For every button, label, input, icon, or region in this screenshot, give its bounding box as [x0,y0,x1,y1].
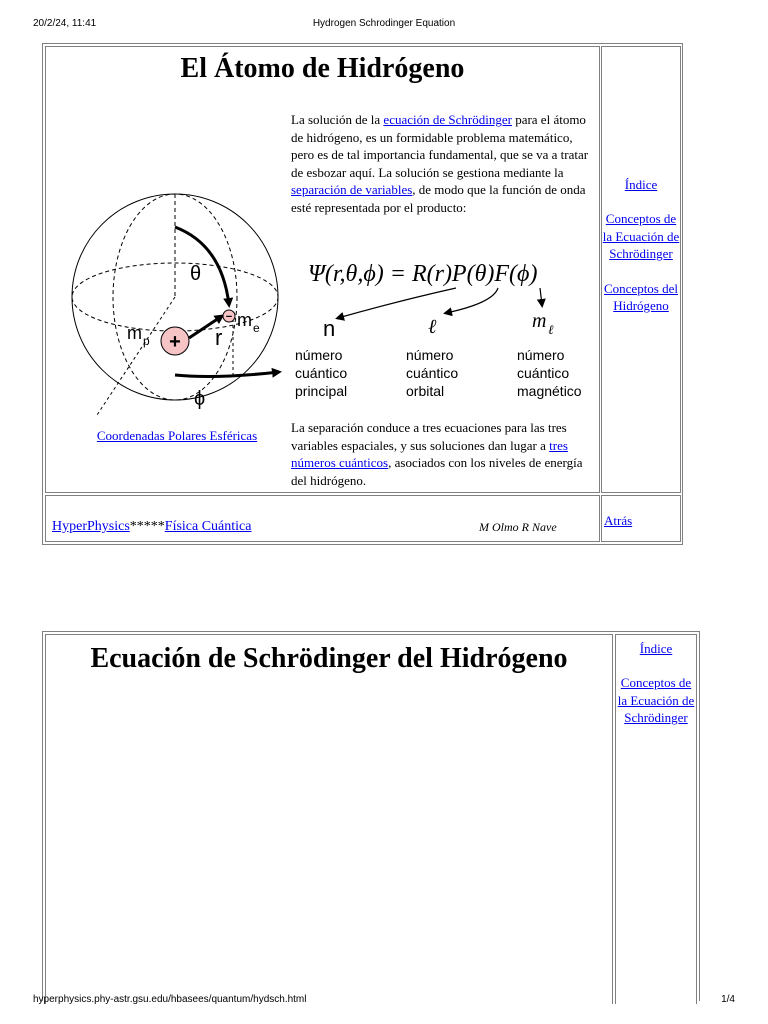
me-label: m [237,310,252,330]
print-url: hyperphysics.phy-astr.gsu.edu/hbasees/quantum/hydsch.html [33,994,307,1005]
section2-sidebar-cell [615,634,697,1004]
sphere-caption[interactable] [54,427,300,445]
footer-stars: ***** [129,519,165,534]
spherical-coordinates-diagram [57,135,297,425]
electron-sign: − [225,311,233,323]
proton-sign: + [169,331,181,353]
print-page-number: 1/4 [721,994,735,1005]
phi-arc-arrow [175,372,279,376]
label-n-line1: número [295,347,343,363]
label-ml-line1: número [517,347,565,363]
separation-text-2: , asociados con los niveles de energía del hidrógeno. [291,455,583,488]
quantum-numbers-link[interactable]: tres números cuánticos [291,437,568,471]
symbol-ml-subscript: ℓ [548,322,554,337]
label-n-line2: cuántico [295,365,348,381]
section1-sidebar-links [602,176,680,331]
sidebar-link-conceptos-ecuacion[interactable]: Conceptos de la Ecuación de Schrödinger [602,211,680,262]
theta-arc-arrow [175,227,229,305]
mp-label: m [127,323,142,343]
sphere-caption-link[interactable]: Coordenadas Polares Esféricas [96,428,258,443]
me-subscript: e [253,321,260,335]
section1-footer-cell [45,495,600,542]
arrow-to-n [338,288,456,318]
intro-text-2: para el átomo de hidrógeno, es un formidable problema matemático, pero es de tal importancia fundamental, que se va a tratar de esbozar aquí. La solución se gestiona mediante la [291,112,589,180]
label-ml-line2: cuántico [517,365,570,381]
section2-table [42,631,700,1001]
print-title: Hydrogen Schrodinger Equation [312,18,456,29]
hyperphysics-link[interactable]: HyperPhysics [52,519,130,534]
label-n-line3: principal [295,383,348,399]
intro-text-3: , de modo que la función de onda esté representada por el producto: [291,182,586,215]
print-footer [0,994,768,1008]
separation-of-variables-link[interactable]: separación de variables [291,182,413,198]
label-l-line1: número [406,347,454,363]
section2-main-cell [45,634,613,1004]
section1-main-cell [45,46,600,493]
back-link-wrap [604,512,632,530]
label-l-line2: cuántico [406,365,459,381]
fisica-cuantica-link[interactable]: Física Cuántica [164,519,252,534]
section2-link-conceptos-ecuacion[interactable]: Conceptos de la Ecuación de Schrödinger [617,675,695,726]
symbol-ml: m [532,310,547,332]
print-datetime: 20/2/24, 11:41 [33,18,97,29]
section1-table [42,43,683,545]
footer-nav [52,518,251,536]
symbol-l: ℓ [428,316,437,338]
intro-paragraph [291,111,597,217]
theta-label: θ [190,263,202,285]
print-header [0,18,768,32]
section2-sidebar-links [616,640,696,744]
section2-title: Ecuación de Schrödinger del Hidrógeno [90,643,568,674]
section2-link-indice[interactable]: Índice [639,641,673,656]
phi-label: ϕ [194,388,206,410]
sidebar-link-conceptos-hidrogeno[interactable]: Conceptos del Hidrógeno [603,280,678,314]
page-title: El Átomo de Hidrógeno [180,53,465,84]
section1-back-cell [601,495,681,542]
arrow-to-l [446,288,498,313]
back-link[interactable]: Atrás [604,513,633,528]
wavefunction-equation: Ψ(r,θ,ϕ) = R(r)P(θ)F(ϕ) [308,261,538,287]
section1-sidebar-cell [601,46,681,493]
r-label: r [215,325,223,350]
sidebar-link-indice[interactable]: Índice [624,177,658,192]
intro-text-1: La solución de la [291,112,384,127]
label-ml-line3: magnético [517,383,582,399]
symbol-n: n [323,316,336,341]
mp-subscript: p [143,334,150,348]
author-credit: M Olmo R Nave [479,520,557,534]
separation-text-1: La separación conduce a tres ecuaciones para las tres variables espaciales, y sus soluciones dan lugar a [291,420,567,453]
projection-line [97,297,175,415]
separation-paragraph [291,419,597,489]
label-l-line3: orbital [406,383,445,399]
schrodinger-equation-link[interactable]: ecuación de Schrödinger [383,112,512,127]
wavefunction-equation-diagram [288,243,594,413]
arrow-to-ml [540,288,542,305]
